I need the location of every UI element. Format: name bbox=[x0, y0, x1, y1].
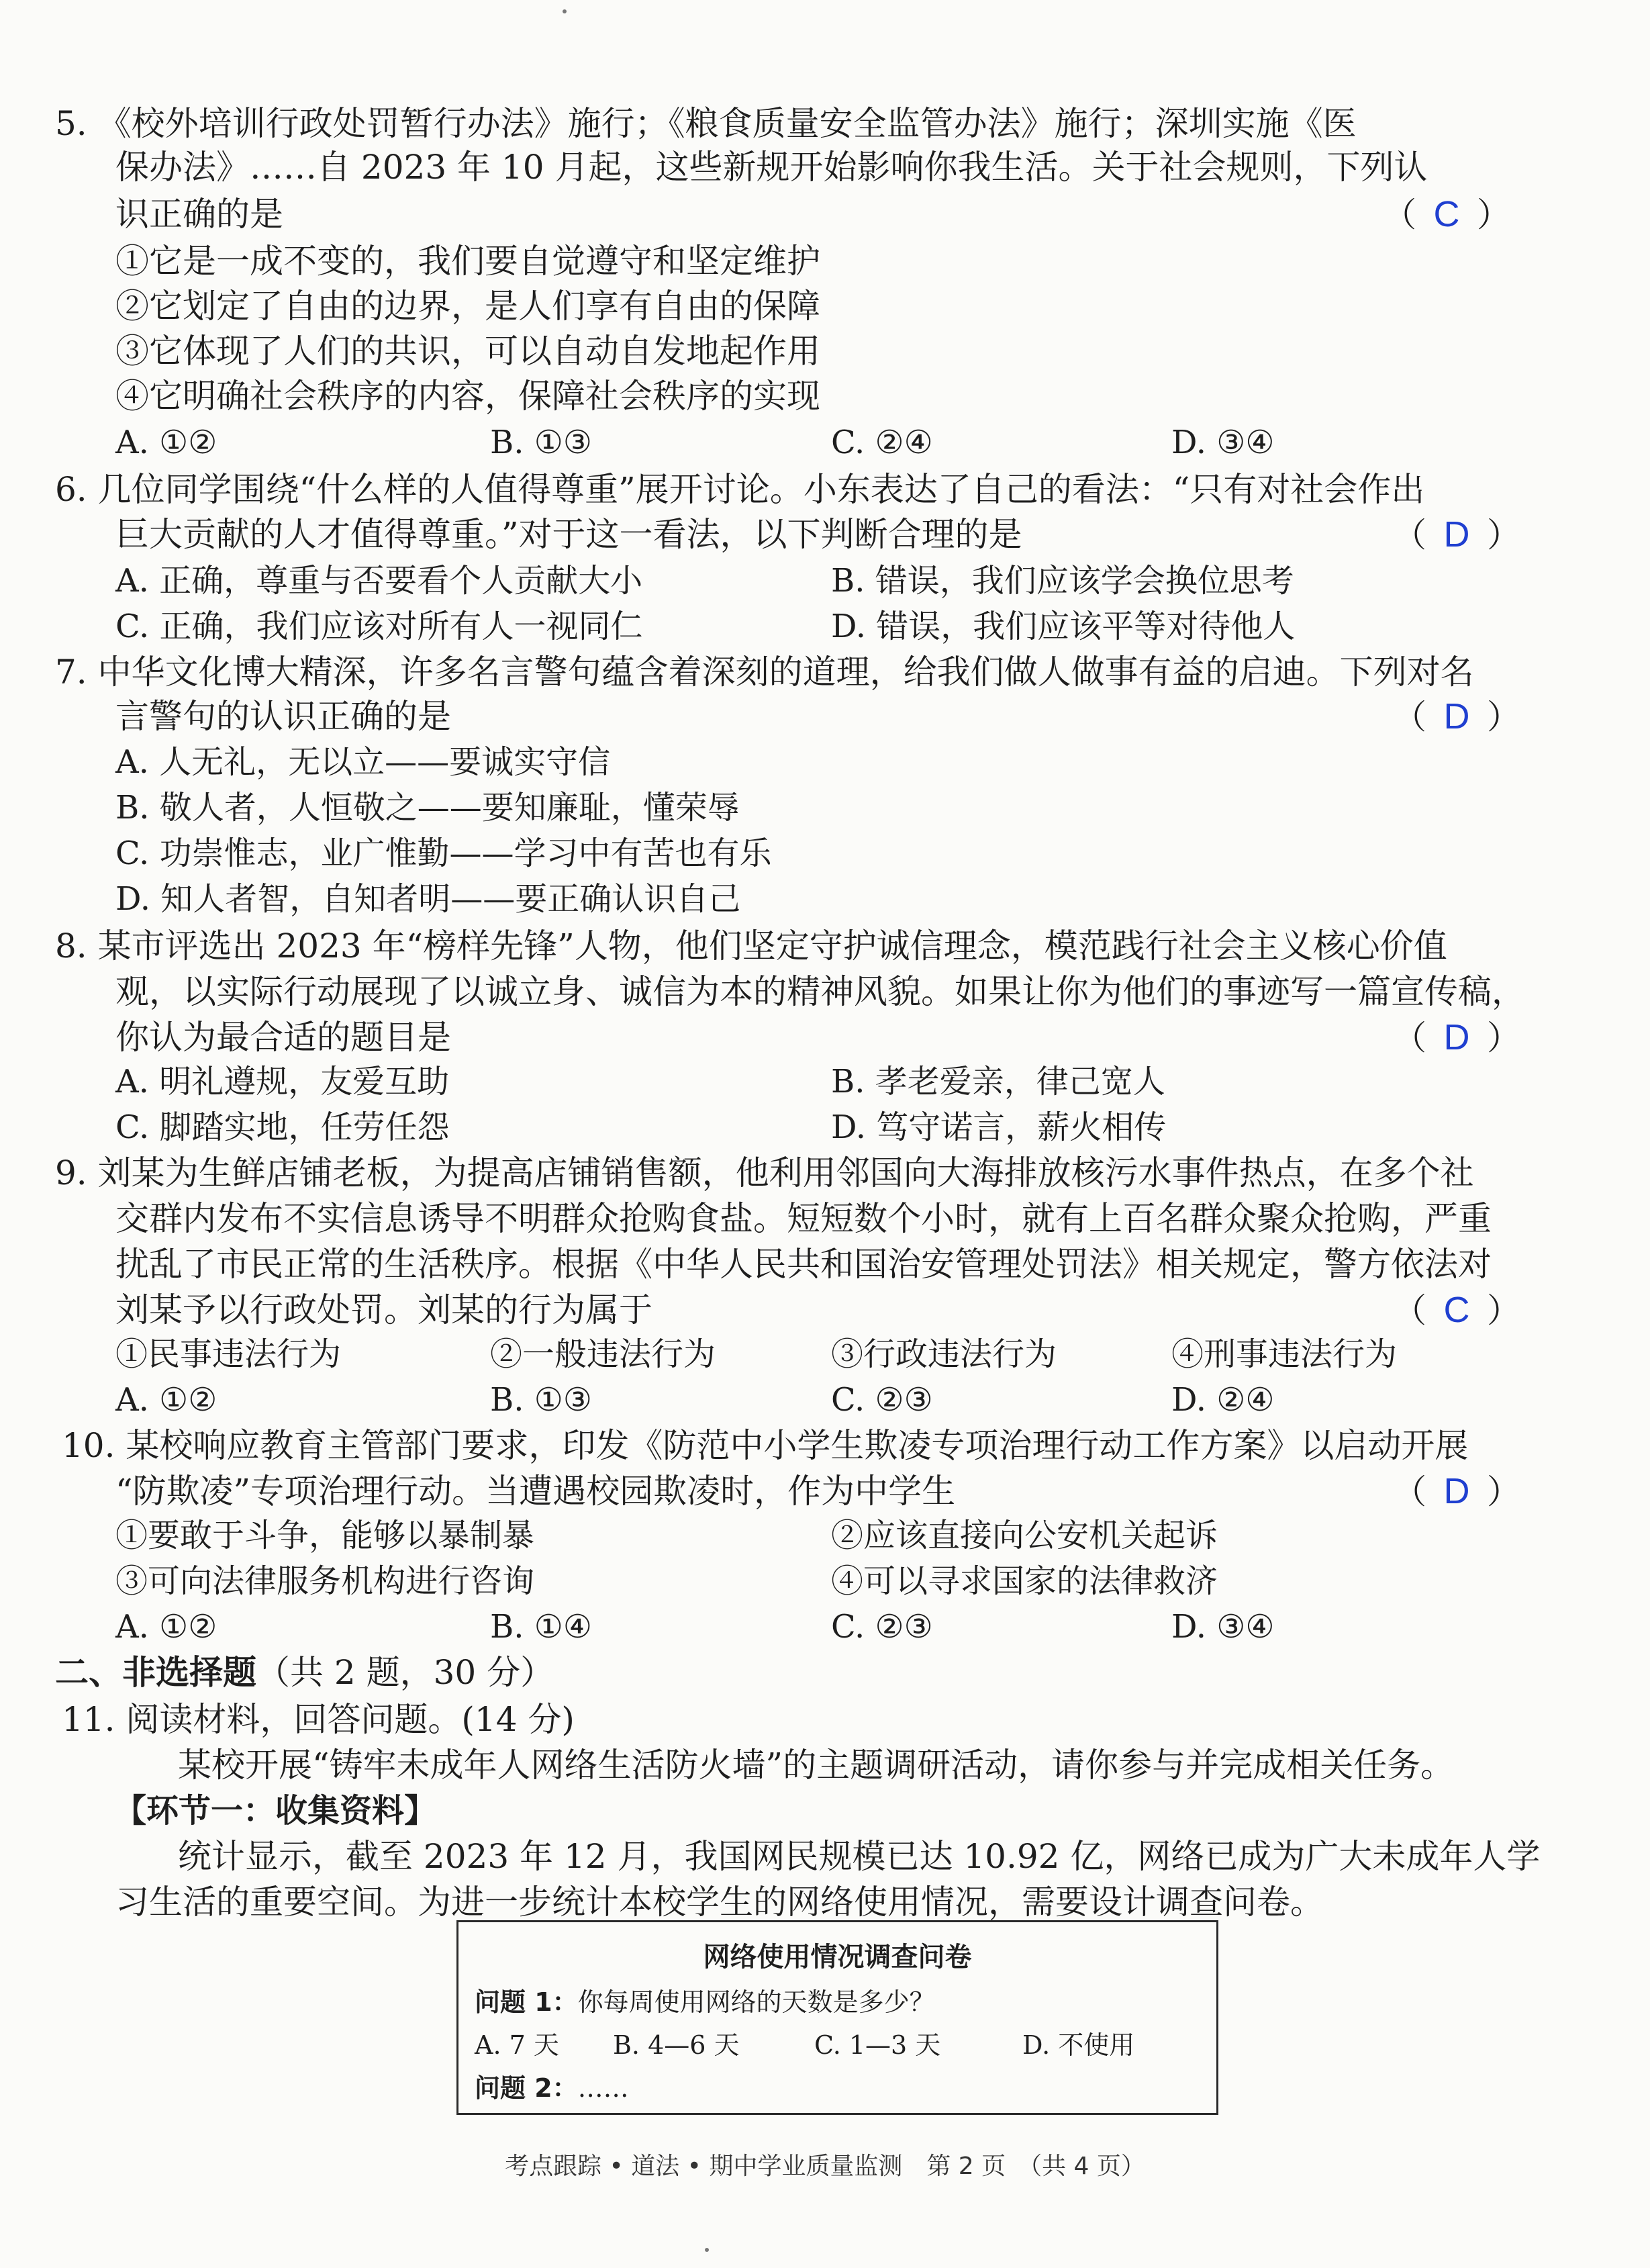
q5-item3: ③它体现了人们的共识，可以自动自发地起作用 bbox=[115, 332, 820, 371]
q8-answer: （ D ） bbox=[1393, 1017, 1520, 1057]
q5-answer: （ C ） bbox=[1383, 194, 1510, 234]
q9-option-d: D. ②④ bbox=[1171, 1381, 1275, 1419]
section2-title: 二、非选择题 bbox=[55, 1653, 256, 1692]
survey-q1-label: 问题 1： bbox=[475, 1987, 578, 2017]
q9-item2: ②一般违法行为 bbox=[490, 1335, 716, 1373]
q10-option-a: A. ①② bbox=[115, 1608, 217, 1646]
q5-answer-letter: C bbox=[1433, 194, 1460, 234]
q9-answer-letter: C bbox=[1443, 1290, 1470, 1330]
q5-item1: ①它是一成不变的，我们要自觉遵守和坚定维护 bbox=[115, 242, 820, 281]
q10-item1: ①要敢于斗争，能够以暴制暴 bbox=[115, 1517, 535, 1554]
scan-dot bbox=[563, 9, 567, 13]
q8-line3: 你认为最合适的题目是 bbox=[115, 1018, 451, 1057]
q9-line2: 交群内发布不实信息诱导不明群众抢购食盐。短短数个小时，就有上百名群众聚众抢购，严重 bbox=[115, 1199, 1492, 1238]
q8-option-b: B. 孝老爱亲，律己宽人 bbox=[831, 1063, 1165, 1100]
q9-item3: ③行政违法行为 bbox=[831, 1335, 1057, 1373]
q10-option-c: C. ②③ bbox=[831, 1608, 933, 1646]
q5-option-c: C. ②④ bbox=[831, 424, 933, 461]
q10-item3: ③可向法律服务机构进行咨询 bbox=[115, 1562, 535, 1600]
q9-answer: （ C ） bbox=[1393, 1290, 1520, 1330]
q5-line1: 5. 《校外培训行政处罚暂行办法》施行；《粮食质量安全监管办法》施行；深圳实施《医 bbox=[55, 104, 1357, 143]
q8-option-d: D. 笃守诺言，薪火相传 bbox=[831, 1108, 1167, 1146]
q7-option-d: D. 知人者智，自知者明——要正确认识自己 bbox=[115, 880, 741, 918]
q10-item2: ②应该直接向公安机关起诉 bbox=[831, 1517, 1218, 1554]
page-footer: 考点跟踪 • 道法 • 期中学业质量监测 第 2 页 （共 4 页） bbox=[505, 2153, 1145, 2180]
q7-option-b: B. 敬人者，人恒敬之——要知廉耻，懂荣辱 bbox=[115, 789, 740, 826]
scan-dot-bottom bbox=[705, 2248, 709, 2252]
q5-line2: 保办法》……自 2023 年 10 月起，这些新规开始影响你我生活。关于社会规则，下列认 bbox=[115, 148, 1428, 187]
survey-question-2 bbox=[475, 2067, 629, 2104]
q5-option-b: B. ①③ bbox=[490, 424, 592, 461]
q9-line3: 扰乱了市民正常的生活秩序。根据《中华人民共和国治安管理处罚法》相关规定，警方依法对 bbox=[115, 1245, 1492, 1284]
q8-line2: 观，以实际行动展现了以诚立身、诚信为本的精神风貌。如果让你为他们的事迹写一篇宣传稿， bbox=[115, 972, 1525, 1011]
q7-line1: 7. 中华文化博大精深，许多名言警句蕴含着深刻的道理，给我们做人做事有益的启迪。下列对名 bbox=[55, 653, 1474, 692]
q7-line2: 言警句的认识正确的是 bbox=[115, 697, 451, 736]
q6-line1: 6. 几位同学围绕“什么样的人值得尊重”展开讨论。小东表达了自己的看法：“只有对社会作出 bbox=[55, 470, 1425, 509]
survey-option-a: A. 7 天 bbox=[475, 2030, 559, 2060]
q5-item4: ④它明确社会秩序的内容，保障社会秩序的实现 bbox=[115, 377, 820, 416]
q5-option-a: A. ①② bbox=[115, 424, 217, 461]
q8-option-c: C. 脚踏实地，任劳任怨 bbox=[115, 1108, 450, 1146]
q5-option-d: D. ③④ bbox=[1171, 424, 1275, 461]
q10-line1: 10. 某校响应教育主管部门要求，印发《防范中小学生欺凌专项治理行动工作方案》以启动开展 bbox=[62, 1426, 1469, 1465]
survey-box bbox=[456, 1920, 1218, 2115]
q10-option-d: D. ③④ bbox=[1171, 1608, 1275, 1646]
q7-answer: （ D ） bbox=[1393, 696, 1520, 737]
q6-option-c: C. 正确，我们应该对所有人一视同仁 bbox=[115, 608, 643, 645]
q10-option-b: B. ①④ bbox=[490, 1608, 592, 1646]
q8-answer-letter: D bbox=[1443, 1017, 1470, 1057]
survey-title: 网络使用情况调查问卷 bbox=[703, 1942, 972, 1973]
q6-answer-letter: D bbox=[1443, 514, 1470, 555]
survey-option-d: D. 不使用 bbox=[1022, 2030, 1135, 2060]
survey-q2-label: 问题 2： bbox=[475, 2073, 578, 2103]
q8-option-a: A. 明礼遵规，友爱互助 bbox=[115, 1063, 450, 1100]
survey-option-b: B. 4—6 天 bbox=[613, 2030, 740, 2060]
q10-answer-letter: D bbox=[1443, 1471, 1470, 1511]
q6-option-b: B. 错误，我们应该学会换位思考 bbox=[831, 562, 1294, 600]
section2-meta: （共 2 题，30 分） bbox=[256, 1653, 554, 1692]
q9-option-c: C. ②③ bbox=[831, 1381, 933, 1419]
q10-answer: （ D ） bbox=[1393, 1471, 1520, 1511]
q5-item2: ②它划定了自由的边界，是人们享有自由的保障 bbox=[115, 287, 820, 326]
q11-line1: 11. 阅读材料，回答问题。(14 分) bbox=[62, 1700, 575, 1739]
survey-q2-text: …… bbox=[577, 2073, 629, 2103]
q11-step1: 【环节一：收集资料】 bbox=[114, 1792, 437, 1830]
q7-option-a: A. 人无礼，无以立——要诚实守信 bbox=[115, 743, 611, 781]
survey-q1-text: 你每周使用网络的天数是多少？ bbox=[577, 1987, 935, 2017]
q6-option-a: A. 正确，尊重与否要看个人贡献大小 bbox=[115, 562, 643, 600]
q9-item1: ①民事违法行为 bbox=[115, 1335, 342, 1373]
q6-option-d: D. 错误，我们应该平等对待他人 bbox=[831, 608, 1296, 645]
q11-para1: 统计显示，截至 2023 年 12 月，我国网民规模已达 10.92 亿，网络已成为广大未成年人学 bbox=[178, 1837, 1541, 1876]
survey-question-1 bbox=[475, 1981, 935, 2018]
q9-item4: ④刑事违法行为 bbox=[1171, 1335, 1398, 1373]
q7-answer-letter: D bbox=[1443, 696, 1470, 737]
q9-option-a: A. ①② bbox=[115, 1381, 217, 1419]
survey-option-c: C. 1—3 天 bbox=[814, 2030, 941, 2060]
q7-option-c: C. 功崇惟志，业广惟勤——学习中有苦也有乐 bbox=[115, 835, 772, 872]
q10-item4: ④可以寻求国家的法律救济 bbox=[831, 1562, 1218, 1600]
q6-line2: 巨大贡献的人才值得尊重。”对于这一看法，以下判断合理的是 bbox=[115, 515, 1022, 554]
q11-para2: 习生活的重要空间。为进一步统计本校学生的网络使用情况，需要设计调查问卷。 bbox=[115, 1883, 1324, 1922]
section2-heading bbox=[55, 1652, 554, 1693]
q6-answer: （ D ） bbox=[1393, 514, 1520, 555]
q11-intro: 某校开展“铸牢未成年人网络生活防火墙”的主题调研活动，请你参与并完成相关任务。 bbox=[178, 1746, 1455, 1785]
q10-line2: “防欺凌”专项治理行动。当遭遇校园欺凌时，作为中学生 bbox=[115, 1472, 956, 1511]
q9-line4: 刘某予以行政处罚。刘某的行为属于 bbox=[115, 1290, 652, 1329]
q9-line1: 9. 刘某为生鲜店铺老板，为提高店铺销售额，他利用邻国向大海排放核污水事件热点，在多个社 bbox=[55, 1153, 1474, 1192]
q9-option-b: B. ①③ bbox=[490, 1381, 592, 1419]
q8-line1: 8. 某市评选出 2023 年“榜样先锋”人物，他们坚定守护诚信理念，模范践行社会主义核心价值 bbox=[55, 927, 1447, 965]
q5-line3: 识正确的是 bbox=[115, 195, 283, 234]
